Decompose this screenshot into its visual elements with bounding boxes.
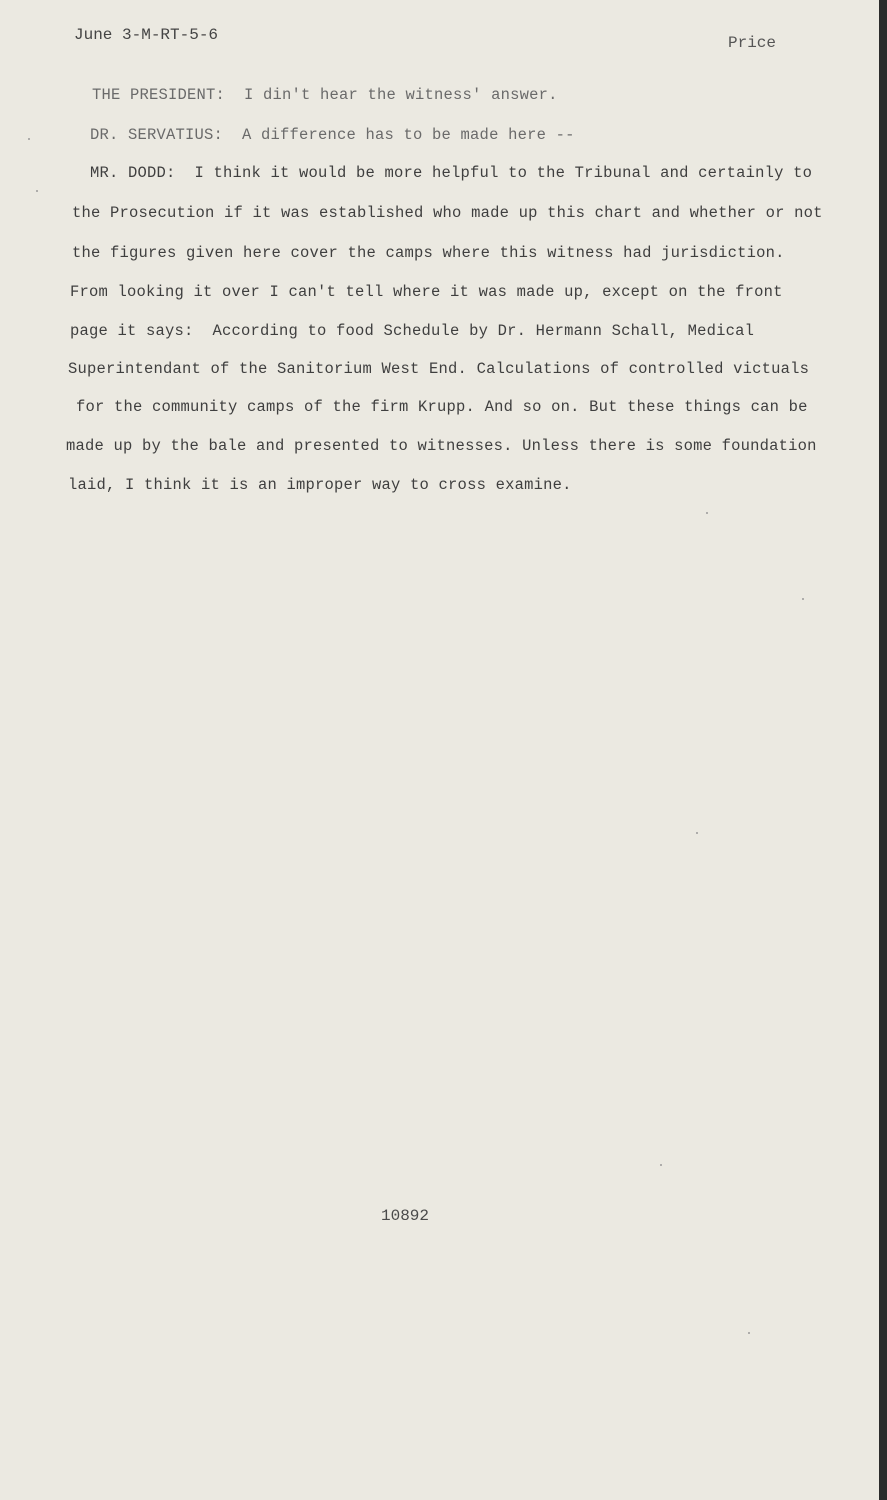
text-line: THE PRESIDENT: I din't hear the witness' answer. xyxy=(92,86,558,104)
paper-speck xyxy=(706,512,708,514)
paper-speck xyxy=(36,190,38,192)
text-line: for the community camps of the firm Krupp. And so on. But these things can be xyxy=(76,398,808,416)
scan-edge xyxy=(879,0,883,1500)
paper-speck xyxy=(660,1164,662,1166)
text-line: From looking it over I can't tell where it was made up, except on the front xyxy=(70,283,783,301)
page-number: 10892 xyxy=(381,1207,430,1225)
document-reference: June 3-M-RT-5-6 xyxy=(74,26,219,44)
paper-speck xyxy=(28,138,30,140)
speaker-name: Price xyxy=(728,34,777,52)
paper-speck xyxy=(748,1332,750,1334)
text-line: DR. SERVATIUS: A difference has to be made here -- xyxy=(90,126,575,144)
text-line: page it says: According to food Schedule by Dr. Hermann Schall, Medical xyxy=(70,322,755,340)
paper-speck xyxy=(696,832,698,834)
text-line: MR. DODD: I think it would be more helpful to the Tribunal and certainly to xyxy=(90,164,813,182)
text-line: laid, I think it is an improper way to cross examine. xyxy=(68,476,572,494)
text-line: the Prosecution if it was established who made up this chart and whether or not xyxy=(72,204,823,222)
text-line: made up by the bale and presented to witnesses. Unless there is some foundation xyxy=(66,437,817,455)
text-line: the figures given here cover the camps where this witness had jurisdiction. xyxy=(72,244,785,262)
paper-speck xyxy=(802,598,804,600)
text-line: Superintendant of the Sanitorium West End. Calculations of controlled victuals xyxy=(68,360,810,378)
